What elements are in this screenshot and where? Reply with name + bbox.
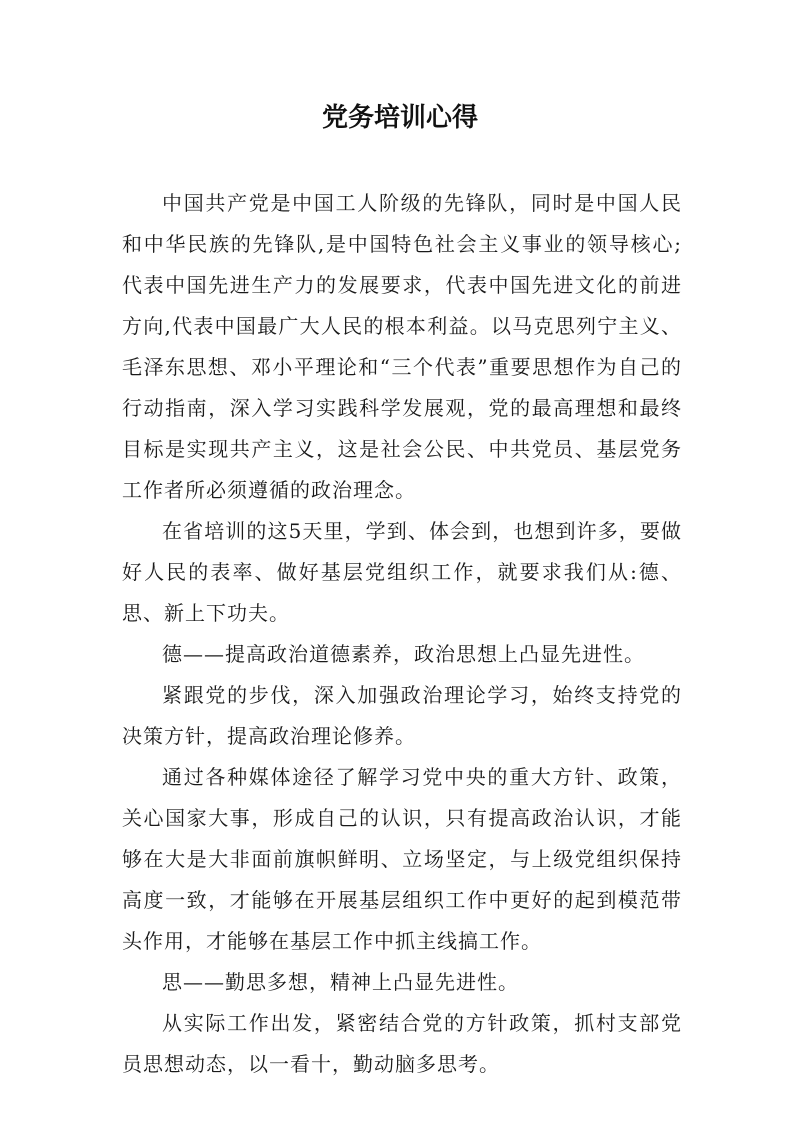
paragraph: 通过各种媒体途径了解学习党中央的重大方针、政策，关心国家大事，形成自己的认识，只有提高政治认识，才能够在大是大非面前旗帜鲜明、立场坚定，与上级党组织保持高度一致，才能够在开展基层组织工作中更好的起到模范带头作用，才能够在基层工作中抓主线搞工作。 [122,765,682,953]
document-body [122,183,682,1085]
section-heading-de: 德——提高政治道德素养，政治思想上凸显先进性。 [162,642,645,666]
section-heading-si: 思——勤思多想，精神上凸显先进性。 [162,970,519,994]
paragraph: 中国共产党是中国工人阶级的先锋队，同时是中国人民和中华民族的先锋队,是中国特色社会主义事业的领导核心;代表中国先进生产力的发展要求，代表中国先进文化的前进方向,代表中国最广大人民的根本利益。以马克思列宁主义、毛泽东思想、邓小平理论和“三个代表”重要思想作为自己的行动指南，深入学习实践科学发展观，党的最高理想和最终目标是实现共产主义，这是社会公民、中共党员、基层党务工作者所必须遵循的政治理念。 [122,191,682,502]
page-title: 党务培训心得 [321,103,478,133]
paragraph: 在省培训的这5天里，学到、体会到，也想到许多，要做好人民的表率、做好基层党组织工作，就要求我们从:德、思、新上下功夫。 [122,519,682,625]
paragraph: 紧跟党的步伐，深入加强政治理论学习，始终支持党的决策方针，提高政治理论修养。 [122,683,682,748]
paragraph: 从实际工作出发，紧密结合党的方针政策，抓村支部党员思想动态，以一看十，勤动脑多思考。 [122,1011,682,1076]
